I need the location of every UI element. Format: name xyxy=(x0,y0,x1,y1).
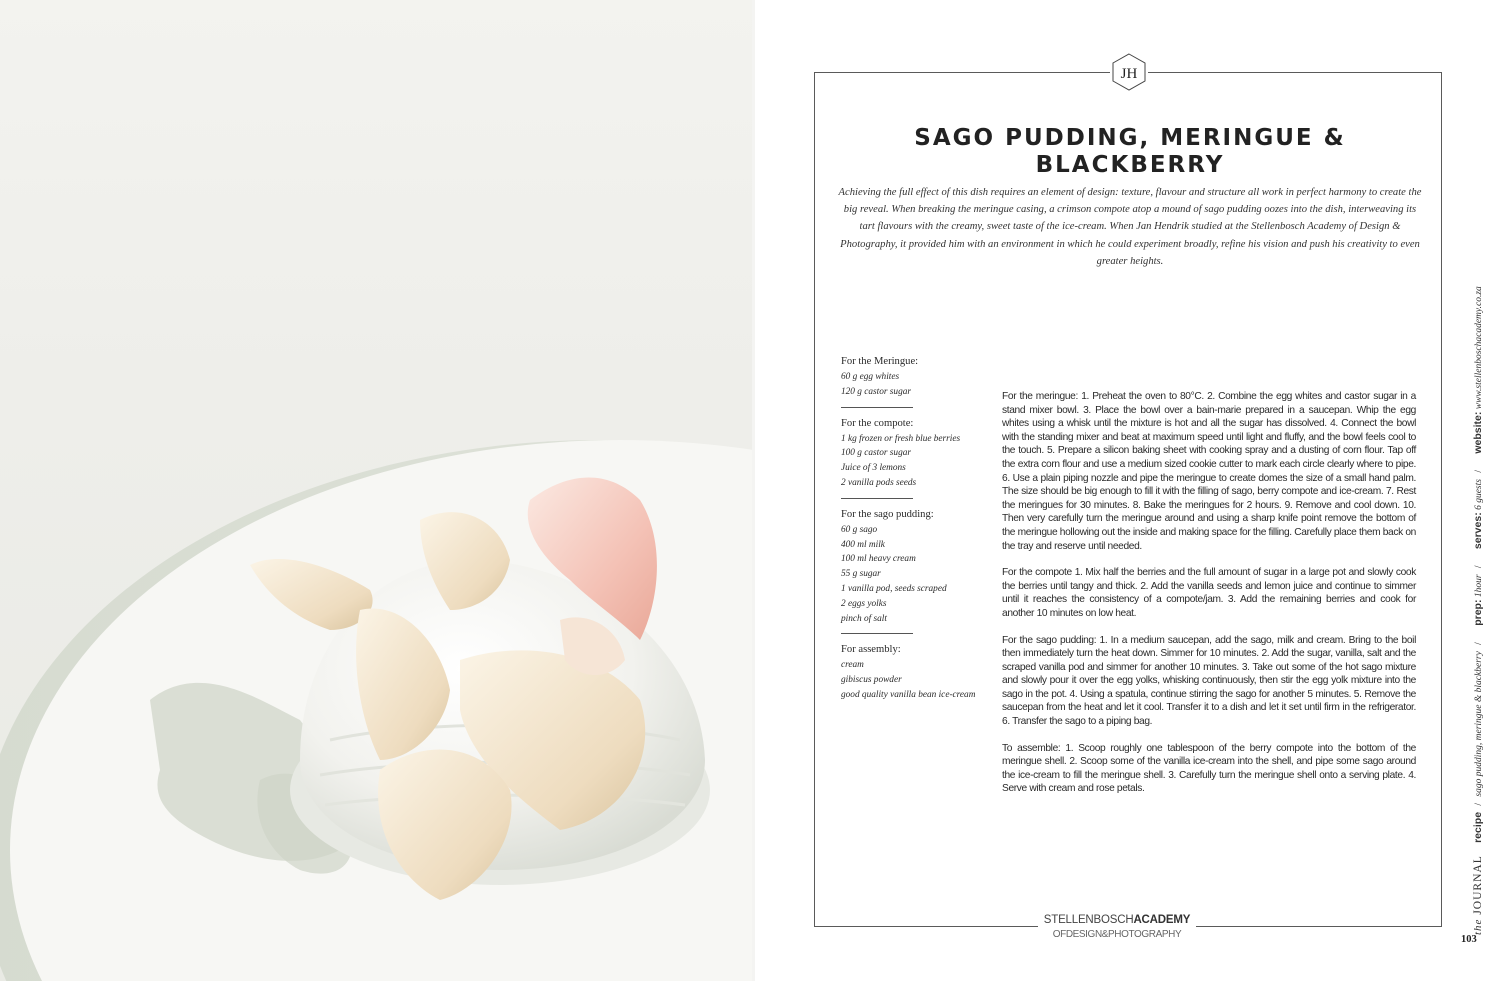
ingredient-group-assembly xyxy=(841,642,991,702)
logo-word-academy: ACADEMY xyxy=(1133,914,1191,926)
page-number: 103 xyxy=(1461,934,1477,945)
ingredient-item: 2 eggs yolks xyxy=(841,598,887,609)
ingredient-item: 400 ml milk xyxy=(841,539,885,550)
divider xyxy=(841,498,913,499)
ingredient-group-meringue xyxy=(841,354,991,400)
ingredient-item: 55 g sugar xyxy=(841,569,881,580)
journal-name: the JOURNAL xyxy=(1472,855,1484,935)
ingredient-heading: For the Meringue: xyxy=(841,356,919,367)
website-value: www.stellenboschacademy.co.za xyxy=(1474,286,1484,410)
ingredient-item: cream xyxy=(841,660,864,671)
recipe-intro: Achieving the full effect of this dish requires an element of design: texture, flavour and structure all work in perfect harmony to create the big reveal. When breaking the meringue casing, a crimson compote atop a mound of sago pudding oozes into the dish, interweaving its tart flavours with the creamy, sweet taste of the ice-cream. When Jan Hendrik studied at the Stellenbosch Academy of Design & Photography, it provided him with an environment in which he could experiment broadly, refine his vision and push his creativity to even greater heights. xyxy=(838,187,1422,267)
academy-logo xyxy=(1038,910,1196,946)
ingredient-heading: For the sago pudding: xyxy=(841,508,934,520)
ingredient-item: 1 kg frozen or fresh blue berries xyxy=(841,433,961,444)
divider xyxy=(841,633,913,634)
recipe-title: SAGO PUDDING, MERINGUE & BLACKBERRY xyxy=(914,125,1346,178)
method-sago: For the sago pudding: 1. In a medium saucepan, add the sago, milk and cream. Bring to the boil then immediately turn the heat down. Simmer for 10 minutes. 2. Add the sugar, vanilla, salt and the scraped vanilla pod and simmer for another 10 minutes. 3. Take out some of the hot sago mixture and slowly pour it over the egg yolks, whisking continuously, then stir the egg yolk mixture into the sago in the pot. 4. Using a spatula, continue stirring the sago for another 5 minutes. 5. Remove the saucepan from the heat and let it cool. Transfer it to a dish and let it set until firm in the refrigerator. 6. Transfer the sago to a piping bag. xyxy=(1002,634,1416,728)
ingredient-item: good quality vanilla bean ice-cream xyxy=(841,689,976,700)
serves-value: 6 guests xyxy=(1474,479,1484,510)
method-meringue: For the meringue: 1. Preheat the oven to 80°C. 2. Combine the egg whites and castor sugar in a stand mixer bowl. 3. Place the bowl over a bain-marie prepared in a saucepan. Whip the egg whites using a whisk until the mixture is hot and all the sugar has dissolved. 4. Connect the bowl with the standing mixer and beat at maximum speed until light and fluffy, and the bowl feels cool to the touch. 5. Prepare a silicon baking sheet with cooking spray and a dusting of corn flour. Tap off the extra corn flour and use a medium sized cookie cutter to mark each circle clearly where to pipe. 6. Use a plain piping nozzle and pipe the meringue to create domes the size of a small hand palm. The size should be big enough to fill it with the filling of sago, berry compote and ice-cream. 7. Rest the meringues for 30 minutes. 8. Bake the meringues for 2 hours. 9. Remove and cool down. 10. Then very carefully turn the meringue around and using a sharp knife point remove the bottom of the meringue hollowing out the inside and making space for the filling. Carefully place them back on the tray and reserve until needed. xyxy=(1002,391,1416,552)
recipe-label: recipe xyxy=(1472,811,1484,843)
side-running-header: the JOURNAL recipe / sago pudding, meringue & blackberry / prep: 1hour / serves: 6 guests / website: www.stellenboschacademy.co.za xyxy=(1472,286,1484,935)
ingredient-heading: For assembly: xyxy=(841,644,901,656)
recipe-value: sago pudding, meringue & blackberry xyxy=(1474,651,1484,797)
ingredient-item: gibiscus powder xyxy=(841,675,902,686)
serves-label: serves: xyxy=(1472,512,1484,550)
ingredients-list xyxy=(841,354,991,703)
ingredient-group-sago xyxy=(841,507,991,627)
logo-subtitle: OFDESIGN&PHOTOGRAPHY xyxy=(1052,929,1182,940)
ingredient-item: 60 g egg whites xyxy=(841,372,900,382)
divider xyxy=(841,407,913,408)
ingredient-heading: For the compote: xyxy=(841,417,914,429)
ingredient-item: 100 g castor sugar xyxy=(841,448,911,459)
ingredient-item: 2 vanilla pods seeds xyxy=(841,477,917,488)
logo-word-stellenbosch: STELLENBOSCH xyxy=(1043,914,1134,926)
ingredient-item: 100 ml heavy cream xyxy=(841,554,916,565)
monogram-text: JH xyxy=(1120,66,1138,82)
ingredient-item: pinch of salt xyxy=(841,613,887,624)
prep-label: prep: xyxy=(1472,599,1484,626)
method-text xyxy=(1002,390,1416,809)
ingredient-group-compote xyxy=(841,416,991,491)
method-compote: For the compote 1. Mix half the berries and the full amount of sugar in a large pot and slowly cook the berries until tangy and thick. 2. Add the vanilla seeds and lemon juice and continue to simmer until it reaches the consistency of a compote/jam. 3. Add the remaining berries and cook for another 10 minutes on low heat. xyxy=(1002,567,1416,619)
ingredient-item: 60 g sago xyxy=(841,524,878,535)
ingredient-item: Juice of 3 lemons xyxy=(841,463,906,474)
ingredient-item: 1 vanilla pod, seeds scraped xyxy=(841,583,947,594)
method-assembly: To assemble: 1. Scoop roughly one tablespoon of the berry compote into the bottom of the meringue shell. 2. Scoop some of the vanilla ice-cream into the shell, and pipe some sago around the ice-cream to fill the meringue shell. 3. Carefully turn the meringue shell onto a serving plate. 4. Serve with cream and rose petals. xyxy=(1002,742,1416,795)
monogram-logo xyxy=(1110,52,1148,92)
ingredient-item: 120 g castor sugar xyxy=(841,386,911,397)
prep-value: 1hour xyxy=(1474,574,1484,598)
website-label: website: xyxy=(1472,411,1484,454)
